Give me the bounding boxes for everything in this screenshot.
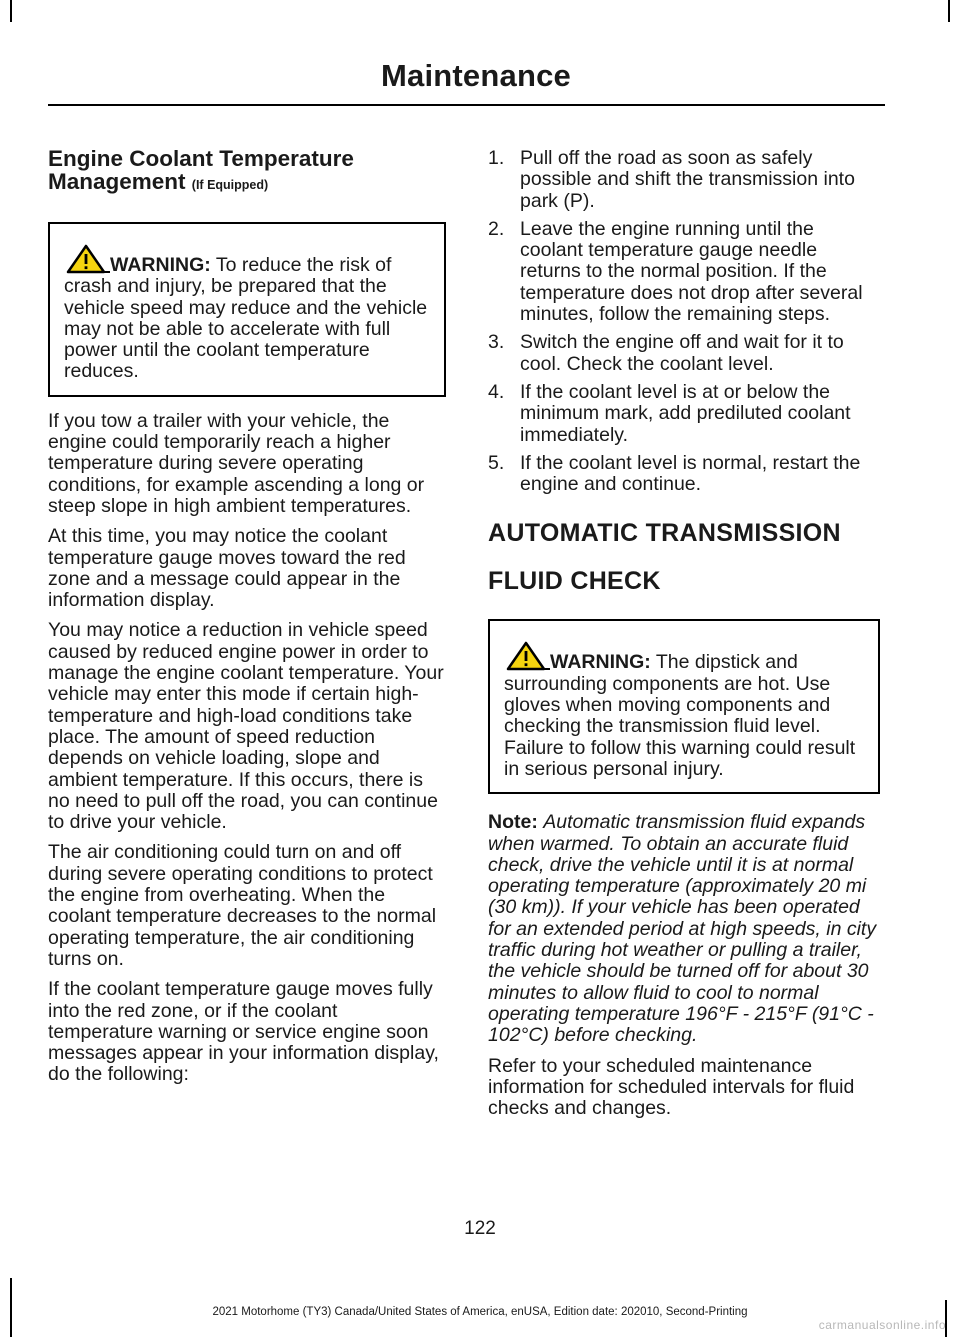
step-text: If the coolant level is at or below the minimum mark, add prediluted coolant immediately. bbox=[520, 380, 851, 446]
list-item bbox=[488, 219, 880, 325]
left-column bbox=[48, 148, 446, 1095]
paragraph: Refer to your scheduled maintenance information for scheduled intervals for fluid checks and changes. bbox=[488, 1054, 855, 1120]
paragraph: You may notice a reduction in vehicle speed caused by reduced engine power in order to manage the engine coolant temperature. Your vehicle may enter this mode if certain high-temperature and high-load conditions take place. The amount of speed reduction depends on vehicle loading, slope and ambient temperature. If this occurs, there is no need to pull off the road, you can continue to drive your vehicle. bbox=[48, 619, 444, 834]
note-label: Note: bbox=[488, 811, 538, 834]
right-column bbox=[488, 148, 880, 1128]
step-text: Switch the engine off and wait for it to cool. Check the coolant level. bbox=[520, 331, 844, 375]
step-text: Leave the engine running until the coolant temperature gauge needle returns to the normal position. If the temperature does not drop after several minutes, follow the remaining steps. bbox=[520, 217, 863, 326]
list-item bbox=[488, 148, 880, 212]
step-number: 3. bbox=[488, 331, 505, 354]
procedure-steps bbox=[488, 148, 880, 495]
step-number: 1. bbox=[488, 147, 505, 169]
step-number: 2. bbox=[488, 217, 505, 240]
section-heading-line2: FLUID CHECK bbox=[488, 567, 661, 596]
note-text: Automatic transmission fluid expands when warmed. To obtain an accurate fluid check, drive the vehicle until it is at normal operating temperature (approximately 20 mi (30 km)). If your vehicle has been operated for an extended period at high speeds, in city traffic during hot weather or pulling a trailer, the vehicle should be turned off for about 30 minutes to allow fluid to cool to normal operating temperature 196°F - 215°F (91°C - 102°C) before checking. bbox=[488, 811, 877, 1047]
crop-mark-top-right bbox=[948, 0, 950, 22]
header-divider bbox=[48, 104, 885, 106]
watermark: carmanualsonline.info bbox=[818, 1318, 946, 1332]
list-item bbox=[488, 332, 880, 375]
paragraph: If you tow a trailer with your vehicle, the engine could temporarily reach a higher temperature during severe operating conditions, for example ascending a long or steep slope in high ambient temperatures. bbox=[48, 409, 425, 517]
paragraph: If the coolant temperature gauge moves fully into the red zone, or if the coolant temperature warning or service engine soon messages appear in your information display, do the following: bbox=[48, 978, 439, 1086]
warning-text: The dipstick and surrounding components are hot. Use gloves when moving components and checking the transmission fluid level. Failure to follow this warning could result in serious personal injury. bbox=[504, 651, 856, 780]
step-text: If the coolant level is normal, restart the engine and continue. bbox=[520, 451, 861, 496]
paragraph: At this time, you may notice the coolant temperature gauge moves toward the red zone and a message could appear in the information display. bbox=[48, 525, 406, 612]
warning-label: WARNING: bbox=[110, 254, 211, 276]
warning-triangle-icon bbox=[506, 641, 550, 671]
section-title-text: Engine Coolant Temperature Management bbox=[48, 146, 354, 194]
section-title bbox=[48, 148, 446, 196]
footer-text: 2021 Motorhome (TY3) Canada/United States of America, enUSA, Edition date: 202010, Second-Printing bbox=[212, 1306, 748, 1318]
crop-mark-top-left bbox=[10, 0, 12, 22]
step-number: 4. bbox=[488, 380, 505, 403]
step-text: Pull off the road as soon as safely possible and shift the transmission into park (P). bbox=[520, 147, 855, 212]
list-item bbox=[488, 382, 880, 446]
section-title-qualifier: (If Equipped) bbox=[191, 177, 269, 192]
paragraph: The air conditioning could turn on and off during severe operating conditions to protect the engine from overheating. When the coolant temperature decreases to the normal operating temperature, the air conditioning turns on. bbox=[48, 841, 437, 970]
warning-triangle-icon bbox=[66, 244, 110, 274]
step-number: 5. bbox=[488, 451, 505, 474]
warning-box-coolant bbox=[48, 222, 446, 397]
page-number: 122 bbox=[464, 1218, 496, 1239]
warning-label: WARNING: bbox=[550, 651, 651, 674]
section-heading-line1: AUTOMATIC TRANSMISSION bbox=[488, 519, 841, 548]
page-header-title: Maintenance bbox=[381, 58, 571, 93]
note-paragraph bbox=[488, 812, 880, 1046]
warning-box-transmission bbox=[488, 619, 880, 794]
list-item bbox=[488, 453, 880, 496]
warning-text: To reduce the risk of crash and injury, be prepared that the vehicle speed may reduce and the vehicle may not be able to accelerate with full power until the coolant temperature reduces. bbox=[64, 254, 428, 383]
